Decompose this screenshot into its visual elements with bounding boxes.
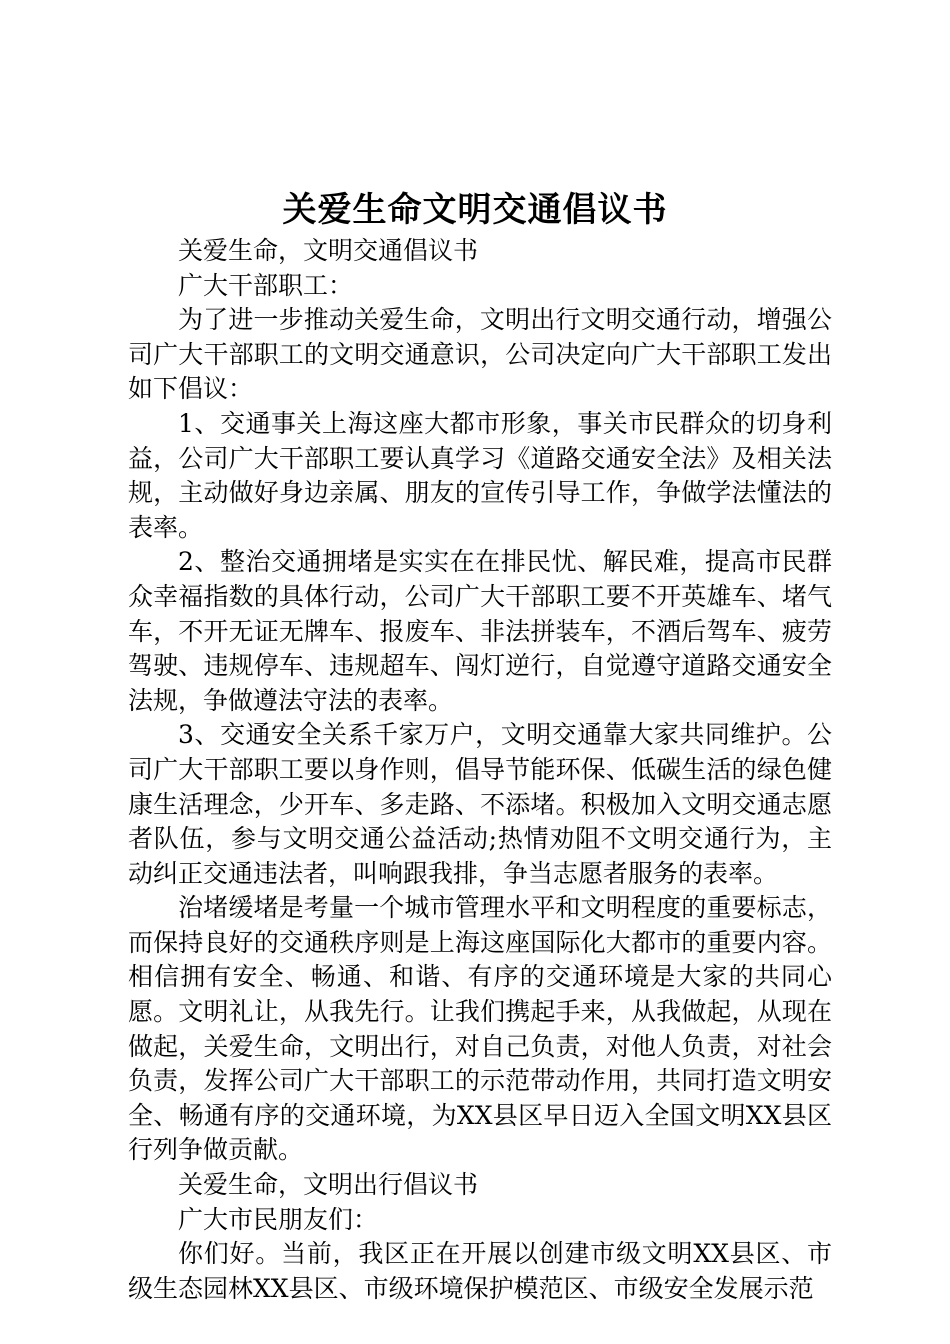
second-heading-line: 关爱生命，文明出行倡议书 — [178, 1170, 479, 1200]
item-paragraph-1: 1、交通事关上海这座大都市形象，事关市民群众的切身利益，公司广大干部职工要认真学习《道路交通安全法》及相关法规，主动做好身边亲属、朋友的宣传引导工作，争做学法懂法的表率。 — [128, 408, 832, 542]
heading-line: 关爱生命，文明交通倡议书 — [178, 236, 479, 265]
document-body — [128, 234, 832, 1306]
document-title: 关爱生命文明交通倡议书 — [282, 190, 668, 230]
item-paragraph-2: 2、整治交通拥堵是实实在在排民忧、解民难，提高市民群众幸福指数的具体行动，公司广大干部职工要不开英雄车、堵气车，不开无证无牌车、报废车、非法拼装车，不酒后驾车、疲劳驾驶、违规停车、违规超车、闯灯逆行，自觉遵守道路交通安全法规，争做遵法守法的表率。 — [128, 547, 832, 715]
item-paragraph-3: 3、交通安全关系千家万户，文明交通靠大家共同维护。公司广大干部职工要以身作则，倡导节能环保、低碳生活的绿色健康生活理念，少开车、多走路、不添堵。积极加入文明交通志愿者队伍，参与文明交通公益活动;热情劝阻不文明交通行为，主动纠正交通违法者，叫响跟我排，争当志愿者服务的表率。 — [128, 720, 832, 888]
second-salutation: 广大市民朋友们： — [178, 1204, 379, 1234]
intro-paragraph: 为了进一步推动关爱生命，文明出行文明交通行动，增强公司广大干部职工的文明交通意识，公司决定向广大干部职工发出如下倡议： — [128, 305, 832, 404]
salutation: 广大干部职工： — [178, 270, 354, 300]
closing-paragraph: 治堵缓堵是考量一个城市管理水平和文明程度的重要标志，而保持良好的交通秩序则是上海这座国际化大都市的重要内容。相信拥有安全、畅通、和谐、有序的交通环境是大家的共同心愿。文明礼让，从我先行。让我们携起手来，从我做起，从现在做起，关爱生命，文明出行，对自己负责，对他人负责，对社会负责，发挥公司广大干部职工的示范带动作用，共同打造文明安全、畅通有序的交通环境，为XX县区早日迈入全国文明XX县区行列争做贡献。 — [128, 893, 832, 1165]
second-intro-paragraph: 你们好。当前，我区正在开展以创建市级文明XX县区、市级生态园林XX县区、市级环境保护模范区、市级安全发展示范 — [128, 1239, 832, 1303]
